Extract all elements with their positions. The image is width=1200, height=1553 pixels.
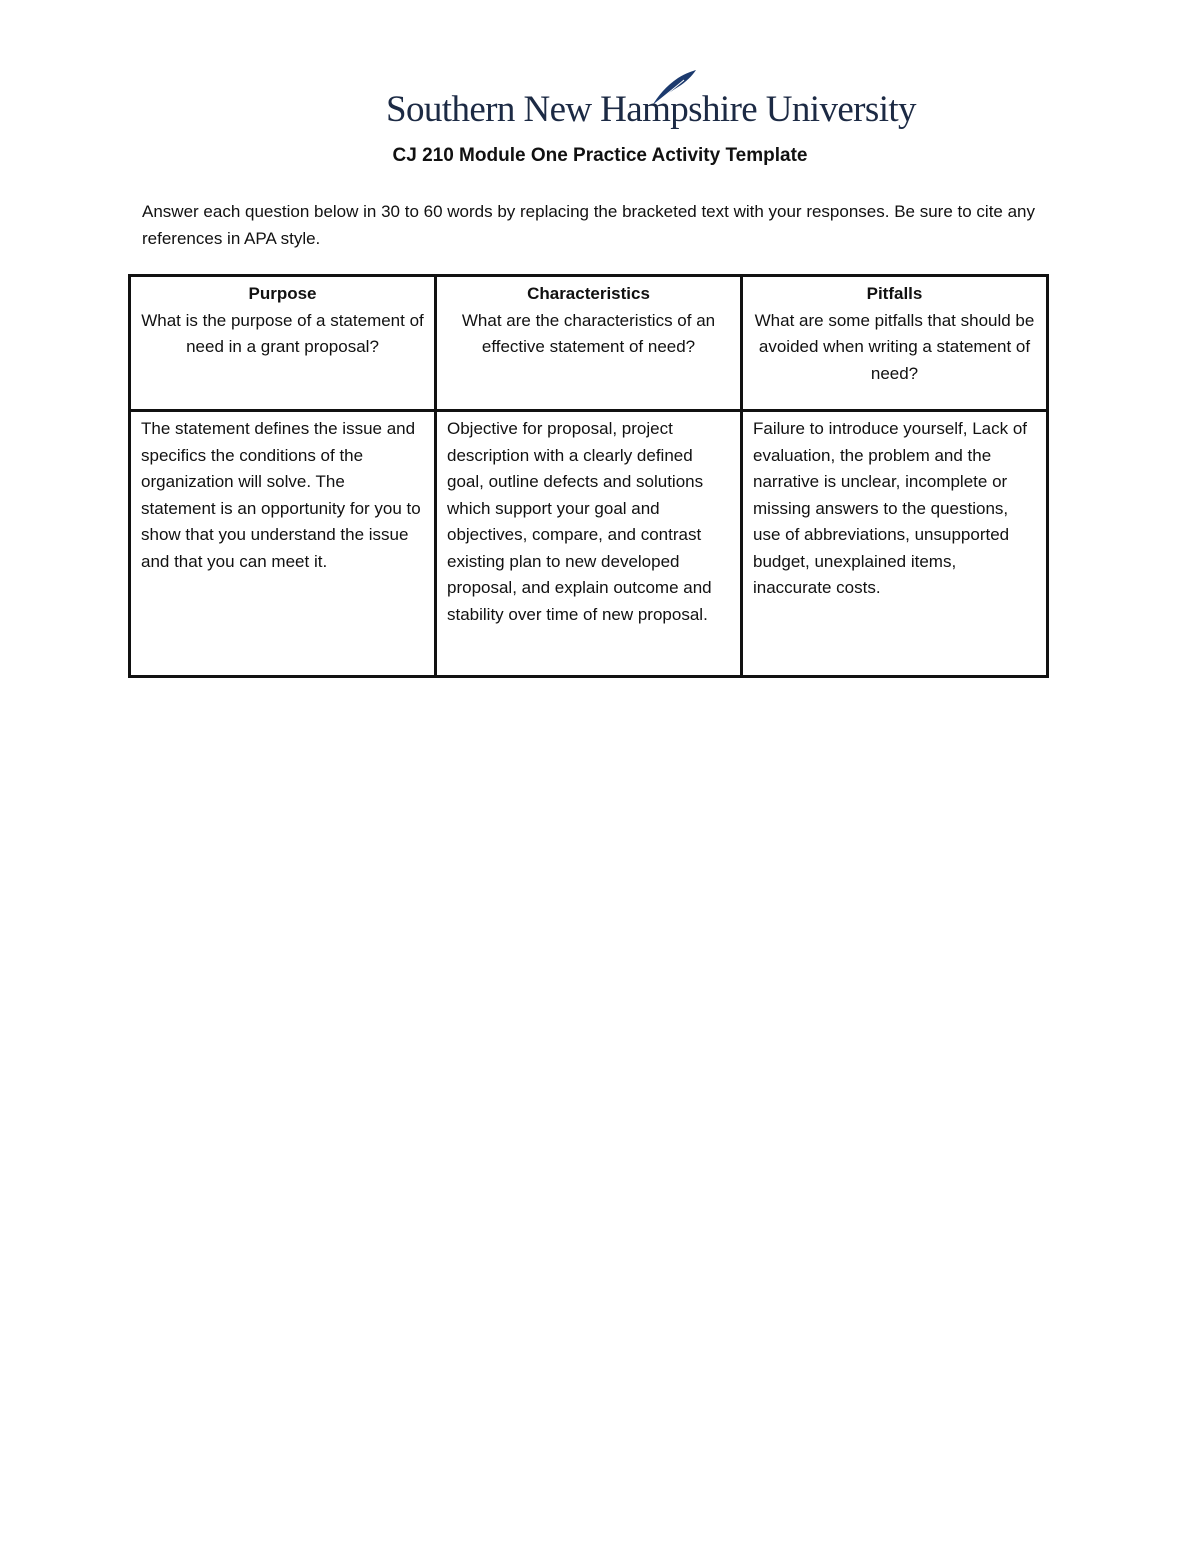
header-cell-characteristics xyxy=(436,276,742,411)
answer-cell-characteristics[interactable]: Objective for proposal, project description with a clearly defined goal, outline defects and solutions which support your goal and objectives, compare, and contrast existing plan to new developed proposal, and explain outcome and stability over time of new proposal. xyxy=(436,411,742,677)
column-heading: Purpose xyxy=(248,284,317,303)
table-answer-row xyxy=(130,411,1048,677)
column-question: What are some pitfalls that should be avoided when writing a statement of need? xyxy=(754,310,1035,383)
header-cell-pitfalls xyxy=(742,276,1048,411)
activity-table xyxy=(128,274,1049,678)
document-title: CJ 210 Module One Practice Activity Template xyxy=(392,145,808,166)
column-question: What is the purpose of a statement of need in a grant proposal? xyxy=(141,310,424,356)
instructions-text: Answer each question below in 30 to 60 words by replacing the bracketed text with your responses. Be sure to cite any references in APA style. xyxy=(142,202,1035,248)
university-logo xyxy=(386,68,916,140)
column-heading: Pitfalls xyxy=(866,284,923,303)
answer-cell-purpose[interactable]: The statement defines the issue and specifics the conditions of the organization will solve. The statement is an opportunity for you to show that you understand the issue and that you can meet it. xyxy=(130,411,436,677)
column-question: What are the characteristics of an effective statement of need? xyxy=(461,310,716,356)
column-heading: Characteristics xyxy=(527,284,650,303)
header-cell-purpose xyxy=(130,276,436,411)
table-header-row xyxy=(130,276,1048,411)
answer-cell-pitfalls[interactable]: Failure to introduce yourself, Lack of evaluation, the problem and the narrative is unclear, incomplete or missing answers to the questions, use of abbreviations, unsupported budget, unexplained items, inaccurate costs. xyxy=(742,411,1048,677)
logo-wordmark: Southern New Hampshire University xyxy=(386,89,916,130)
